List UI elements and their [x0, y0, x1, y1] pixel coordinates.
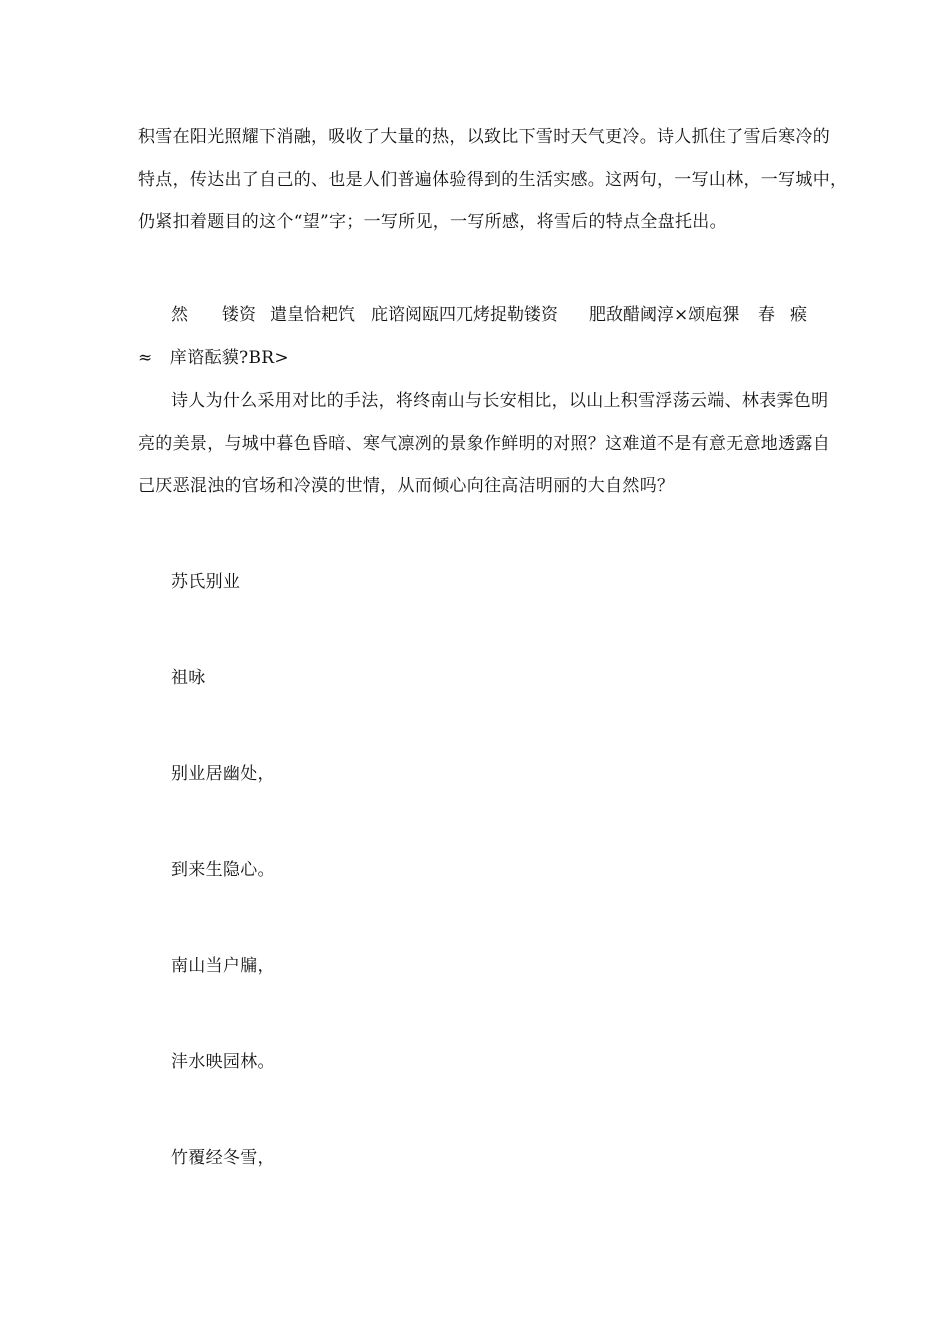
garbled-segment: 庇谘阅瓯四兀烤捉勒镂资 [371, 305, 558, 325]
garbled-segment: 镂资 [222, 305, 256, 325]
paragraph-1-line-1: 积雪在阳光照耀下消融，吸收了大量的热，以致比下雪时天气更冷。诗人抓住了雪后寒冷的 [138, 127, 830, 147]
poem-line: 别业居幽处， [171, 764, 275, 784]
garbled-segment: 然 [171, 305, 188, 325]
garbled-segment: 瘊 [790, 305, 807, 325]
paragraph-2-line-3: 己厌恶混浊的官场和冷漠的世情，从而倾心向往高洁明丽的大自然吗？ [138, 476, 675, 496]
garbled-text-line-2: ≈ 庠谘酝貘?BR> [138, 348, 289, 368]
garbled-segment: 肥敌醋阈淳×颂庖猓 [589, 305, 740, 325]
paragraph-1-line-3: 仍紧扣着题目的这个“望”字；一写所见，一写所感，将雪后的特点全盘托出。 [138, 212, 727, 232]
paragraph-2-line-1: 诗人为什么采用对比的手法，将终南山与长安相比，以山上积雪浮荡云端、林表霁色明 [171, 391, 829, 411]
garbled-segment: 遣皇恰耙饩 [270, 305, 355, 325]
poem-line: 竹覆经冬雪， [171, 1148, 275, 1168]
poem-line: 沣水映园林。 [171, 1052, 275, 1072]
poem-line: 到来生隐心。 [171, 860, 275, 880]
paragraph-1-line-2: 特点，传达出了自己的、也是人们普遍体验得到的生活实感。这两句，一写山林，一写城中， [138, 170, 848, 190]
garbled-segment: 春 [758, 305, 775, 325]
poem-title: 苏氏别业 [171, 572, 241, 592]
paragraph-2-line-2: 亮的美景，与城中暮色昏暗、寒气凛冽的景象作鲜明的对照？这难道不是有意无意地透露自 [138, 434, 830, 454]
poem-author: 祖咏 [171, 668, 206, 688]
poem-line: 南山当户牖， [171, 956, 275, 976]
